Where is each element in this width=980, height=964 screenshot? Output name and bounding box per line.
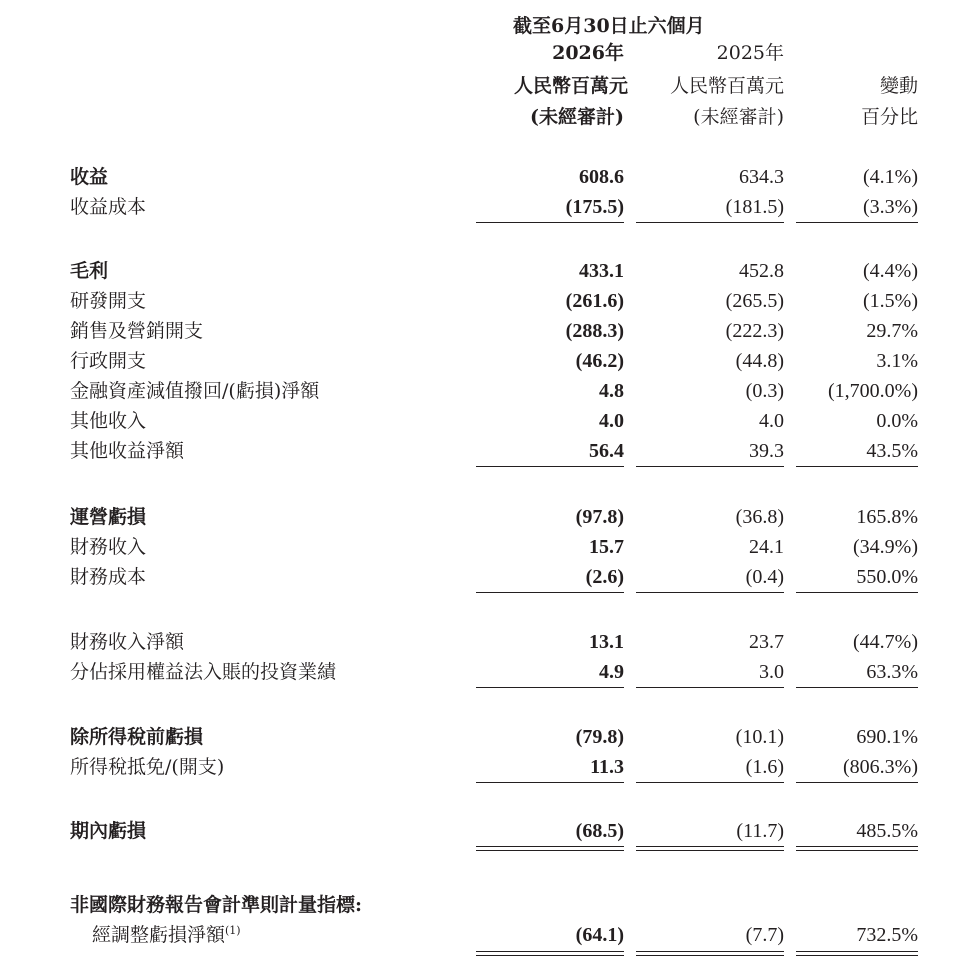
footnote-marker: (1)	[225, 924, 241, 937]
value-2026: 13.1	[589, 631, 624, 653]
table-row-gross-profit	[0, 257, 980, 285]
col-change-line2: 百分比	[860, 106, 918, 128]
row-label: 運營虧損	[70, 506, 147, 528]
table-row-other-gains	[0, 437, 980, 465]
value-2025: (7.7)	[745, 924, 784, 946]
value-2025: 23.7	[749, 631, 784, 653]
row-label: 經調整虧損淨額$^{(1)}$	[92, 924, 241, 946]
value-2025: (44.8)	[735, 350, 784, 372]
value-2026: (64.1)	[575, 924, 624, 946]
value-2025: 39.3	[749, 440, 784, 462]
value-2026: 433.1	[579, 260, 624, 282]
value-change: (44.7%)	[853, 631, 918, 653]
value-change: (4.1%)	[863, 166, 918, 188]
value-change: (1.5%)	[863, 290, 918, 312]
table-row-other-income	[0, 407, 980, 435]
table-row-revenue	[0, 163, 980, 191]
row-label: 財務成本	[70, 566, 147, 588]
value-change: (806.3%)	[843, 756, 918, 778]
value-2025: (0.4)	[745, 566, 784, 588]
value-change: 3.1%	[876, 350, 918, 372]
value-2025: (0.3)	[745, 380, 784, 402]
table-row-finance-costs	[0, 563, 980, 591]
row-label: 期內虧損	[70, 820, 147, 842]
row-label: 其他收益淨額	[70, 440, 185, 462]
subtotal-rule-col3	[796, 592, 918, 593]
col-2026-unit: 人民幣百萬元	[513, 75, 628, 97]
subtotal-rule-col3	[796, 222, 918, 223]
row-label: 銷售及營銷開支	[70, 320, 204, 342]
value-2025: 24.1	[749, 536, 784, 558]
value-2026: 11.3	[590, 756, 624, 778]
table-row-cost-of-revenue	[0, 193, 980, 221]
value-2025: 452.8	[739, 260, 784, 282]
subtotal-rule-col1	[476, 466, 624, 467]
subtotal-rule-col3	[796, 782, 918, 783]
value-2025: 634.3	[739, 166, 784, 188]
value-2026: (68.5)	[575, 820, 624, 842]
value-2026: 56.4	[589, 440, 624, 462]
row-label: 財務收入淨額	[70, 631, 185, 653]
value-2026: (97.8)	[575, 506, 624, 528]
row-label: 所得稅抵免/(開支)	[70, 756, 225, 778]
value-2025: (181.5)	[725, 196, 784, 218]
value-2025: (265.5)	[725, 290, 784, 312]
value-2026: 15.7	[589, 536, 624, 558]
value-2026: (2.6)	[585, 566, 624, 588]
value-2025: (222.3)	[725, 320, 784, 342]
value-change: (34.9%)	[853, 536, 918, 558]
value-2026: 4.9	[599, 661, 624, 683]
row-label: 收益成本	[70, 196, 147, 218]
total-double-rule-col2	[636, 846, 784, 851]
value-2025: (36.8)	[735, 506, 784, 528]
value-2025: 3.0	[759, 661, 784, 683]
section-heading: 非國際財務報告會計準則計量指標:	[70, 894, 363, 916]
value-2025: 4.0	[759, 410, 784, 432]
total-double-rule-col1	[476, 846, 624, 851]
subtotal-rule-col2	[636, 466, 784, 467]
subtotal-rule-col2	[636, 782, 784, 783]
period-header: 截至6月30日止六個月	[513, 15, 705, 37]
col-2026-note: (未經審計)	[530, 106, 624, 128]
row-label: 分佔採用權益法入賬的投資業績	[70, 661, 337, 683]
subtotal-rule-col2	[636, 592, 784, 593]
row-label: 收益	[70, 166, 109, 188]
value-2026: 4.8	[599, 380, 624, 402]
col-change-line1: 變動	[879, 75, 918, 97]
value-change: (4.4%)	[863, 260, 918, 282]
value-2025: (11.7)	[736, 820, 784, 842]
total-double-rule-col2	[636, 951, 784, 956]
value-2026: (288.3)	[565, 320, 624, 342]
value-2026: (79.8)	[575, 726, 624, 748]
value-2026: 4.0	[599, 410, 624, 432]
table-row-rnd-expenses	[0, 287, 980, 315]
subtotal-rule-col1	[476, 222, 624, 223]
col-2025-note: (未經審計)	[693, 106, 784, 128]
value-2025: (1.6)	[745, 756, 784, 778]
subtotal-rule-col1	[476, 592, 624, 593]
row-label: 財務收入	[70, 536, 147, 558]
subtotal-rule-col1	[476, 782, 624, 783]
col-2026-year: 2026年	[552, 42, 624, 64]
row-label: 行政開支	[70, 350, 147, 372]
value-change: 165.8%	[856, 506, 918, 528]
value-change: 690.1%	[856, 726, 918, 748]
table-row-net-finance-income	[0, 628, 980, 656]
value-change: 63.3%	[866, 661, 918, 683]
value-change: (1,700.0%)	[828, 380, 918, 402]
row-label: 研發開支	[70, 290, 147, 312]
table-row-impairment	[0, 377, 980, 405]
value-2025: (10.1)	[735, 726, 784, 748]
value-change: 0.0%	[876, 410, 918, 432]
col-2025-year: 2025年	[716, 42, 784, 64]
total-double-rule-col1	[476, 951, 624, 956]
value-2026: (46.2)	[575, 350, 624, 372]
row-label: 除所得稅前虧損	[70, 726, 204, 748]
subtotal-rule-col3	[796, 687, 918, 688]
value-change: 485.5%	[856, 820, 918, 842]
total-double-rule-col3	[796, 951, 918, 956]
row-label: 金融資產減值撥回/(虧損)淨額	[70, 380, 320, 402]
value-change: 29.7%	[866, 320, 918, 342]
table-row-operating-loss	[0, 503, 980, 531]
table-row-equity-method	[0, 658, 980, 686]
value-2026: (175.5)	[565, 196, 624, 218]
value-change: 43.5%	[866, 440, 918, 462]
table-row-loss-for-period	[0, 817, 980, 845]
value-change: 732.5%	[856, 924, 918, 946]
subtotal-rule-col2	[636, 687, 784, 688]
non-ifrs-heading	[0, 891, 980, 919]
table-row-loss-before-tax	[0, 723, 980, 751]
table-row-income-tax	[0, 753, 980, 781]
table-row-admin-expenses	[0, 347, 980, 375]
total-double-rule-col3	[796, 846, 918, 851]
table-row-adjusted-net-loss	[0, 921, 980, 949]
row-label: 毛利	[70, 260, 109, 282]
subtotal-rule-col2	[636, 222, 784, 223]
value-change: 550.0%	[856, 566, 918, 588]
table-row-finance-income	[0, 533, 980, 561]
value-2026: 608.6	[579, 166, 624, 188]
subtotal-rule-col3	[796, 466, 918, 467]
value-change: (3.3%)	[863, 196, 918, 218]
table-row-selling-expenses	[0, 317, 980, 345]
value-2026: (261.6)	[565, 290, 624, 312]
subtotal-rule-col1	[476, 687, 624, 688]
row-label: 其他收入	[70, 410, 147, 432]
col-2025-unit: 人民幣百萬元	[669, 75, 784, 97]
